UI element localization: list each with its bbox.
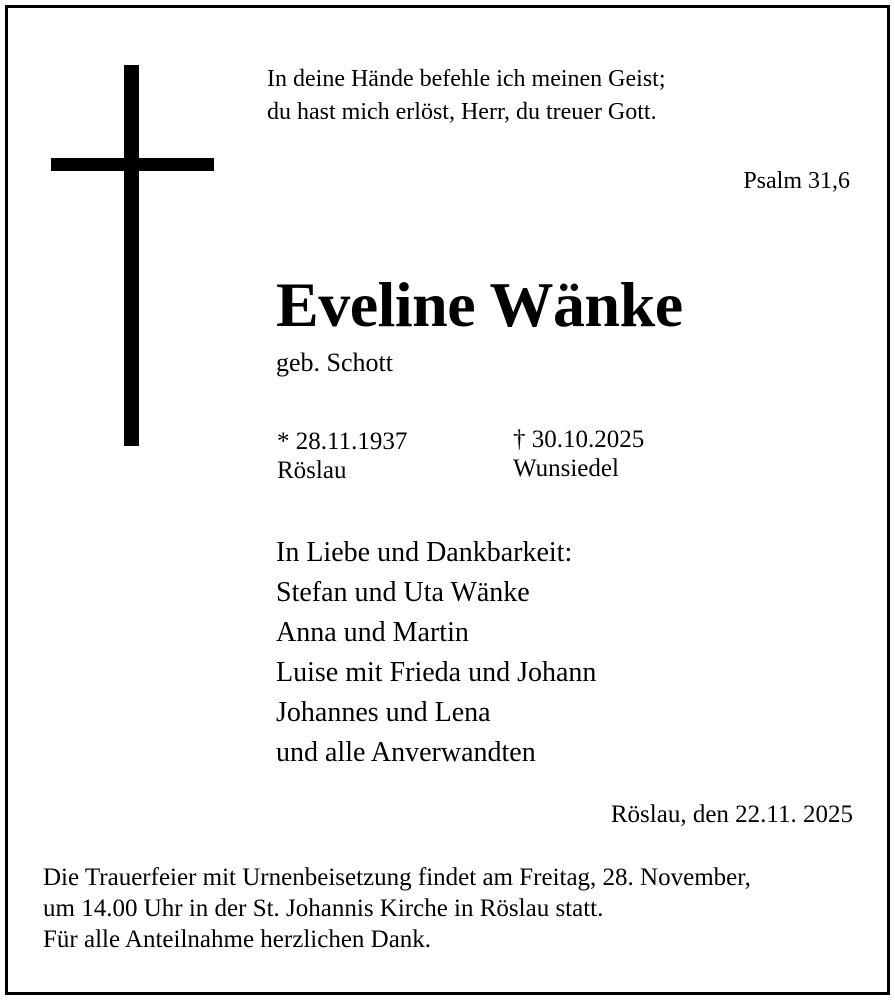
deceased-name: Eveline Wänke bbox=[276, 269, 683, 340]
verse-line: du hast mich erlöst, Herr, du treuer Gott. bbox=[267, 99, 657, 125]
mourner-name: Stefan und Uta Wänke bbox=[276, 577, 530, 608]
mourner-name: Luise mit Frieda und Johann bbox=[276, 657, 597, 688]
verse-reference: Psalm 31,6 bbox=[743, 168, 850, 194]
cross-vertical-bar bbox=[124, 65, 139, 446]
mourner-name: Johannes und Lena bbox=[276, 697, 491, 728]
mourners-intro: In Liebe und Dankbarkeit: bbox=[276, 537, 573, 568]
verse-line: In deine Hände befehle ich meinen Geist; bbox=[267, 66, 666, 92]
funeral-notice bbox=[43, 862, 751, 955]
place-date: Röslau, den 22.11. 2025 bbox=[610, 801, 853, 828]
maiden-name: geb. Schott bbox=[276, 348, 393, 377]
death-info bbox=[513, 425, 644, 483]
death-place: Wunsiedel bbox=[513, 455, 619, 482]
cross-horizontal-bar bbox=[51, 158, 214, 171]
mourner-name: Anna und Martin bbox=[276, 617, 469, 648]
birth-info bbox=[277, 427, 407, 485]
mourner-name: und alle Anverwandten bbox=[276, 737, 536, 768]
notice-line: Für alle Anteilnahme herzlichen Dank. bbox=[43, 926, 432, 953]
birth-place: Röslau bbox=[277, 457, 347, 484]
bible-verse bbox=[267, 63, 666, 129]
birth-date: * 28.11.1937 bbox=[277, 428, 408, 455]
notice-line: Die Trauerfeier mit Urnenbeisetzung findet am Freitag, 28. November, bbox=[43, 864, 751, 891]
death-date: † 30.10.2025 bbox=[513, 426, 645, 453]
mourners-list bbox=[276, 533, 596, 773]
notice-line: um 14.00 Uhr in der St. Johannis Kirche in Röslau statt. bbox=[43, 895, 604, 922]
